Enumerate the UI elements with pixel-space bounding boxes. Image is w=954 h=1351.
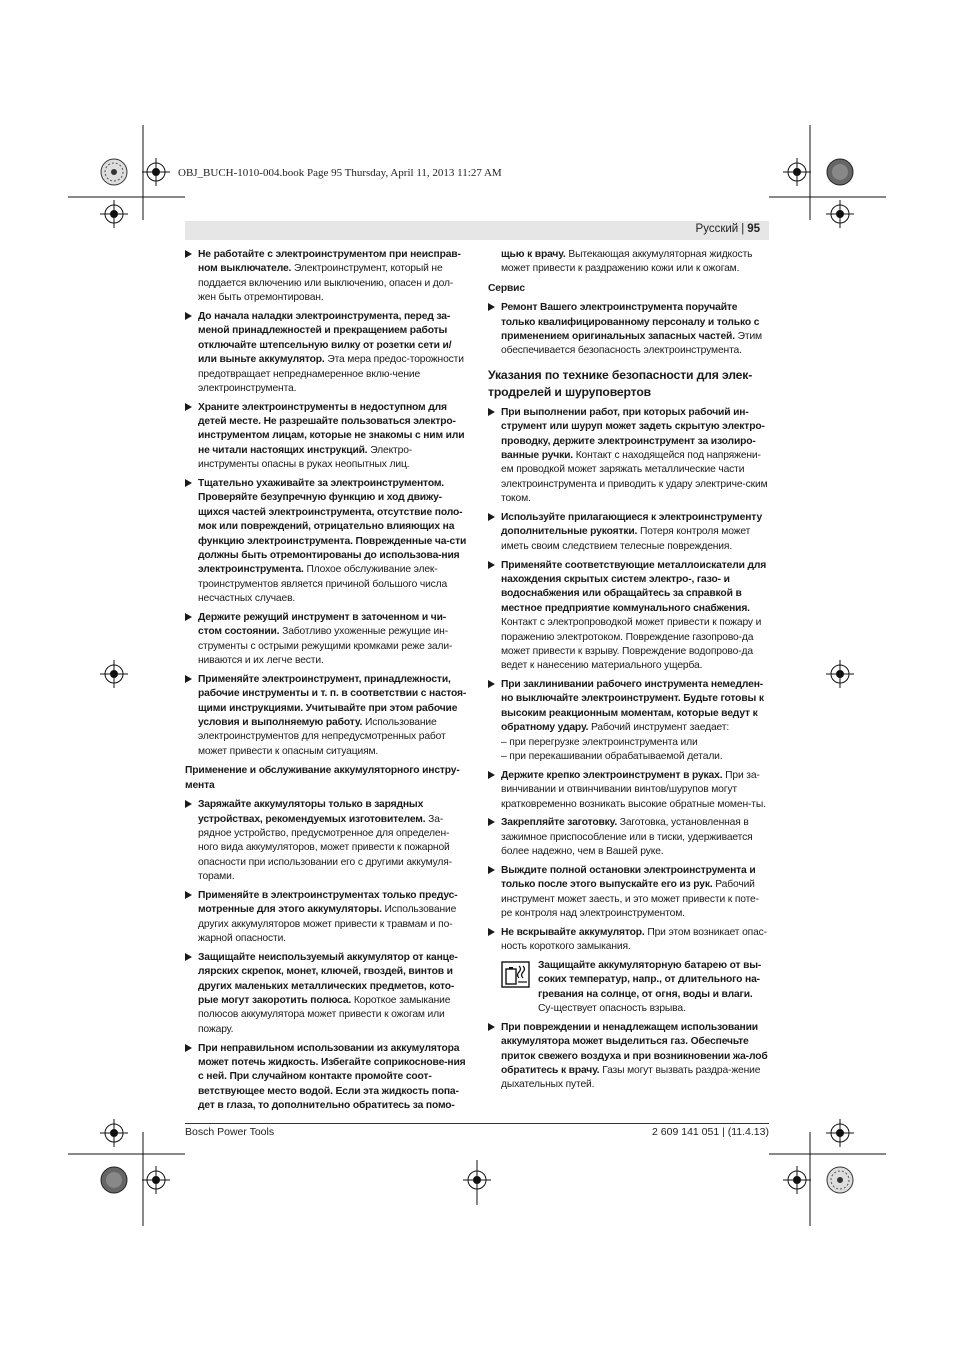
section-heading: Указания по технике безопасности для элек-тродрелей и шуруповертов <box>488 367 753 399</box>
list-item: Держите крепко электроинструмент в руках. При за-винчивании и отвинчивании винтов/шурупов могут кратковременно возникать высокие обратные момен-ты. <box>488 769 770 812</box>
list-item: Закрепляйте заготовку. Заготовка, установленная в зажимное приспособление или в тиски, удерживается более надежно, чем в Вашей руке. <box>488 816 770 859</box>
bullet-triangle-icon <box>185 800 192 808</box>
footer-doc-number: 2 609 141 051 | (11.4.13) <box>652 1126 769 1138</box>
bullet-triangle-icon <box>185 1044 192 1052</box>
list-item: Применяйте в электроинструментах только предус-мотренные для этого аккумуляторы. Использование других аккумуляторов может привести к травмам и по-жарной опасности. <box>185 889 467 947</box>
battery-heat-warning-icon <box>501 961 530 988</box>
subsection-heading: Применение и обслуживание аккумуляторного инстру-мента <box>185 765 460 791</box>
footer-brand: Bosch Power Tools <box>185 1126 275 1138</box>
header-language: Русский <box>695 223 739 235</box>
bullet-triangle-icon <box>488 771 495 779</box>
list-item: Держите режущий инструмент в заточенном и чи-стом состоянии. Заботливо ухоженные режущие ин-струменты с острыми режущими кромками реже зали-ниваются и их легче вести. <box>185 611 467 669</box>
list-item-continuation: щью к врачу. Вытекающая аккумуляторная жидкость может привести к раздражению кожи или к ожогам. <box>501 249 753 275</box>
list-item: Защищайте неиспользуемый аккумулятор от канце-лярских скрепок, монет, ключей, гвоздей, винтов и других маленьких металлических предметов, кото-рые могут закоротить полюса. Короткое замыкание полюсов аккумулятора может привести к ожогам или пожару. <box>185 951 467 1037</box>
list-item: Храните электроинструменты в недоступном для детей месте. Не разрешайте пользоваться электро-инструментом лицам, которые не знакомы с ним или не читали настоящих инструкций. Электро-инструменты опасны в руках неопытных лиц. <box>185 401 467 473</box>
star-wheel-icon <box>101 159 127 185</box>
footer-rule <box>185 1123 769 1124</box>
list-item: Применяйте электроинструмент, принадлежности, рабочие инструменты и т. п. в соответствии с настоя-щими инструкциями. Учитывайте при этом рабочие условия и выполняемую работу. Использование электроинструментов для непредусмотренных работ может привести к опасным ситуациям. <box>185 673 467 759</box>
bullet-triangle-icon <box>488 1023 495 1031</box>
list-item: При заклинивании рабочего инструмента немедлен-но выключайте электроинструмент. Будьте готовы к высоким реакционным моментам, которые ведут к обратному удару. Рабочий инструмент заедает: – при перегрузке электроинструмента или – при перекашивании обрабатываемой детали. <box>488 678 770 764</box>
bullet-triangle-icon <box>185 479 192 487</box>
list-item: Применяйте соответствующие металлоискатели для нахождения скрытых систем электро-, газо- и водоснабжения или обращайтесь за справкой в местное предприятие коммунального снабжения. Контакт с электропроводкой может привести к пожару и поражению электротоком. Повреждение газопрово-да может привести к взрыву. Повреждение водопрово-да ведет к нанесению материального ущерба. <box>488 559 770 674</box>
left-column <box>185 248 467 1118</box>
list-item: При выполнении работ, при которых рабочий ин-струмент или шуруп может задеть скрытую электро-проводку, держите электроинструмент за изолиро-ванные ручки. Контакт с находящейся под напряжени-ем проводкой может заряжать металлические части электроинструмента и приводить к удару электриче-ским током. <box>488 406 770 507</box>
list-item: Тщательно ухаживайте за электроинструментом. Проверяйте безупречную функцию и ход движу-щихся частей электроинструмента, отсутствие поло-мок или повреждений, отрицательно влияющих на функцию электроинструмента. Поврежденные ча-сти должны быть отремонтированы до использова-ния электроинструмента. Плохое обслуживание элек-троинструментов является причиной большого числа несчастных случаев. <box>185 477 467 607</box>
list-item: До начала наладки электроинструмента, перед за-меной принадлежностей и прекращением работы отключайте штепсельную вилку от розетки сети и/или выньте аккумулятор. Эта мера предос-торожности предотвращает непреднамеренное вклю-чение электроинструмента. <box>185 310 467 396</box>
bullet-triangle-icon <box>488 303 495 311</box>
bullet-triangle-icon <box>488 818 495 826</box>
bullet-triangle-icon <box>185 250 192 258</box>
header-separator: | <box>741 223 745 235</box>
list-item: Выждите полной остановки электроинструмента и только после этого выпускайте его из рук. Рабочий инструмент может заесть, и это может привести к поте-ре контроля над электроинструментом. <box>488 864 770 922</box>
list-item: Не вскрывайте аккумулятор. При этом возникает опас-ность короткого замыкания. <box>488 926 770 955</box>
registration-target-icon <box>142 158 170 186</box>
bullet-triangle-icon <box>488 513 495 521</box>
dash-line: – при перекашивании обрабатываемой детали. <box>501 751 723 763</box>
bullet-triangle-icon <box>488 408 495 416</box>
dash-line: – при перегрузке электроинструмента или <box>501 736 698 748</box>
bullet-triangle-icon <box>488 561 495 569</box>
bullet-triangle-icon <box>185 312 192 320</box>
list-item: При повреждении и ненадлежащем использовании аккумулятора может выделиться газ. Обеспечьте приток свежего воздуха и при возникновении жа-лоб обратитесь к врачу. Газы могут вызвать раздра-жение дыхательных путей. <box>488 1021 770 1093</box>
bullet-triangle-icon <box>488 680 495 688</box>
bullet-triangle-icon <box>185 613 192 621</box>
bullet-triangle-icon <box>185 675 192 683</box>
subsection-heading: Сервис <box>488 282 525 294</box>
list-item: Используйте прилагающиеся к электроинструменту дополнительные рукоятки. Потеря контроля может иметь своим следствием телесные повреждения. <box>488 511 770 554</box>
file-slug: OBJ_BUCH-1010-004.book Page 95 Thursday, April 11, 2013 11:27 AM <box>178 167 502 179</box>
list-item: Не работайте с электроинструментом при неисправ-ном выключателе. Электроинструмент, который не поддается включению или выключению, опасен и дол-жен быть отремонтирован. <box>185 248 467 306</box>
bullet-triangle-icon <box>185 891 192 899</box>
list-item: При неправильном использовании из аккумулятора может потечь жидкость. Избегайте соприкоснове-ния с ней. При случайном контакте промойте соот-ветствующее место водой. Если эта жидкость попа-дет в глаза, то дополнительно обратитесь за помо- <box>185 1042 467 1114</box>
warning-block: Защищайте аккумуляторную батарею от вы-соких температур, напр., от длительного на-гревания на солнце, от огня, воды и влаги. Су-ществует опасность взрыва. <box>488 959 770 1017</box>
bullet-triangle-icon <box>185 953 192 961</box>
list-item: Ремонт Вашего электроинструмента поручайте только квалифицированному персоналу и только с применением оригинальных запасных частей. Этим обеспечивается безопасность электроинструмента. <box>488 301 770 359</box>
list-item: Заряжайте аккумуляторы только в зарядных устройствах, рекомендуемых изготовителем. За-рядное устройство, предусмотренное для определен-ного вида аккумуляторов, может привести к пожарной опасности при использовании его с другими аккумуля-торами. <box>185 798 467 884</box>
bullet-triangle-icon <box>488 928 495 936</box>
bullet-triangle-icon <box>488 866 495 874</box>
running-header <box>696 223 760 235</box>
bullet-triangle-icon <box>185 403 192 411</box>
header-band <box>185 221 769 240</box>
page-number: 95 <box>747 223 760 235</box>
right-column <box>488 248 770 1097</box>
